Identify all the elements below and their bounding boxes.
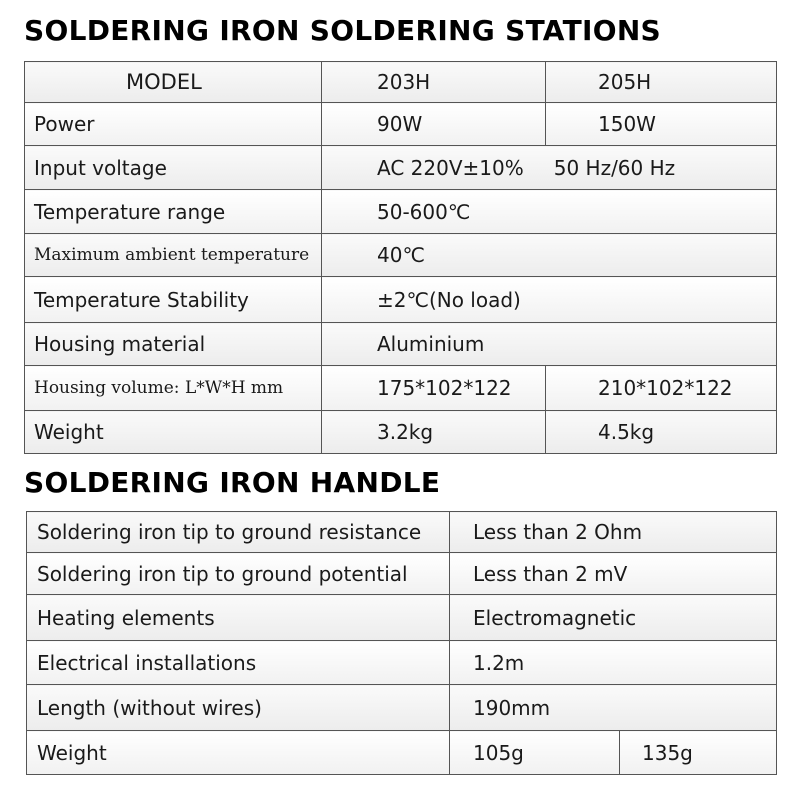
handle-weight-label: Weight: [27, 731, 450, 775]
max-ambient-value: 40℃: [322, 234, 777, 277]
length-value: 190mm: [450, 685, 777, 731]
power-203h: 90W: [322, 103, 546, 146]
model-203h-header: 203H: [322, 62, 546, 103]
table-row: [25, 277, 777, 323]
electrical-label: Electrical installations: [27, 641, 450, 685]
temp-range-value: 50-600℃: [322, 190, 777, 234]
weight-203h: 3.2kg: [322, 411, 546, 454]
power-205h: 150W: [546, 103, 777, 146]
table-row: [25, 411, 777, 454]
housing-volume-203h: 175*102*122: [322, 366, 546, 411]
stations-spec-table: [24, 61, 777, 454]
temp-stability-label: Temperature Stability: [25, 277, 322, 323]
temp-stability-value: ±2℃(No load): [322, 277, 777, 323]
model-header: MODEL: [25, 62, 322, 103]
power-label: Power: [25, 103, 322, 146]
stations-title: SOLDERING IRON SOLDERING STATIONS: [24, 14, 662, 47]
table-row: [25, 190, 777, 234]
table-row: [27, 595, 777, 641]
table-row: [27, 641, 777, 685]
handle-weight-a: 105g: [450, 731, 620, 775]
voltage-range: AC 220V±10%: [377, 155, 524, 180]
tip-potential-value: Less than 2 mV: [450, 553, 777, 595]
tip-resistance-label: Soldering iron tip to ground resistance: [27, 512, 450, 553]
housing-volume-205h: 210*102*122: [546, 366, 777, 411]
table-row: [27, 553, 777, 595]
tip-potential-label: Soldering iron tip to ground potential: [27, 553, 450, 595]
model-205h-header: 205H: [546, 62, 777, 103]
housing-material-value: Aluminium: [322, 323, 777, 366]
handle-spec-table: [26, 511, 777, 775]
handle-title: SOLDERING IRON HANDLE: [24, 466, 441, 499]
heating-elements-value: Electromagnetic: [450, 595, 777, 641]
table-row: [25, 366, 777, 411]
housing-material-label: Housing material: [25, 323, 322, 366]
table-row: [25, 62, 777, 103]
weight-label: Weight: [25, 411, 322, 454]
length-label: Length (without wires): [27, 685, 450, 731]
table-row: [27, 731, 777, 775]
handle-weight-b: 135g: [620, 731, 777, 775]
table-row: [27, 512, 777, 553]
table-row: [25, 146, 777, 190]
heating-elements-label: Heating elements: [27, 595, 450, 641]
voltage-frequency: 50 Hz/60 Hz: [553, 155, 676, 180]
table-row: [25, 103, 777, 146]
input-voltage-value: [322, 146, 777, 190]
tip-resistance-value: Less than 2 Ohm: [450, 512, 777, 553]
table-row: [25, 234, 777, 277]
weight-205h: 4.5kg: [546, 411, 777, 454]
table-row: [25, 323, 777, 366]
temp-range-label: Temperature range: [25, 190, 322, 234]
table-row: [27, 685, 777, 731]
input-voltage-label: Input voltage: [25, 146, 322, 190]
housing-volume-label: Housing volume: L*W*H mm: [25, 366, 322, 411]
max-ambient-label: Maximum ambient temperature: [25, 234, 322, 277]
electrical-value: 1.2m: [450, 641, 777, 685]
